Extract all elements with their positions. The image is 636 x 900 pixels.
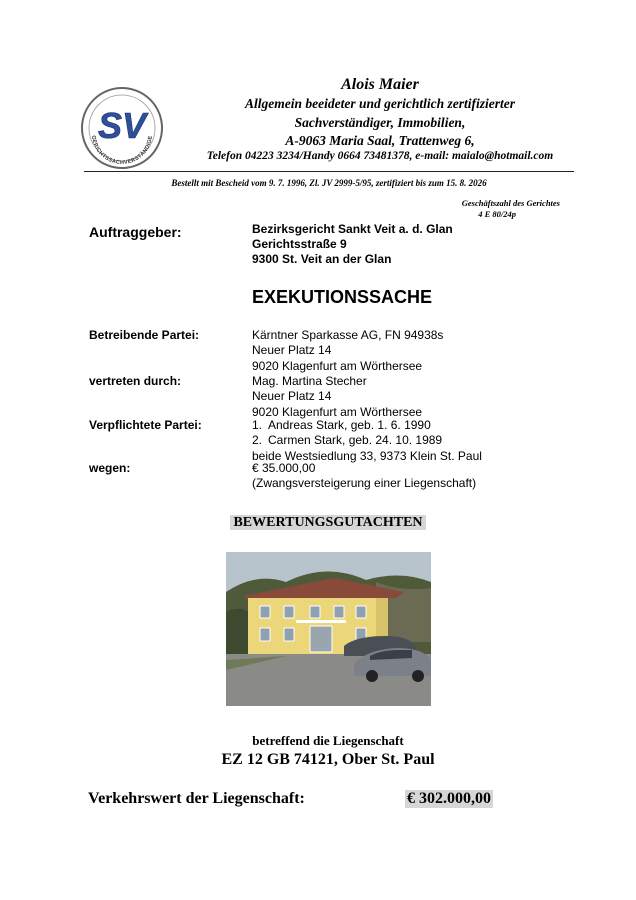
debtor-address: beide Westsiedlung 33, 9373 Klein St. Paul	[252, 448, 482, 463]
creditor-label: Betreibende Partei:	[89, 328, 200, 342]
report-title: BEWERTUNGSGUTACHTEN	[0, 515, 636, 531]
property-identifier: EZ 12 GB 74121, Ober St. Paul	[221, 751, 435, 768]
client-line: Bezirksgericht Sankt Veit a. d. Glan	[252, 222, 453, 236]
client-line: 9300 St. Veit an der Glan	[252, 252, 392, 266]
logo-ring-text: GERICHTSSACHVERSTÄNDIGE	[89, 135, 155, 167]
debtor-item: 2. Carmen Stark, geb. 24. 10. 1989	[252, 433, 443, 448]
debtor-label: Verpflichtete Partei:	[89, 418, 202, 432]
expert-name: Alois Maier	[341, 76, 419, 93]
claim-amount: € 35.000,00	[252, 461, 316, 475]
claim-reason: (Zwangsversteigerung einer Liegenschaft)	[252, 476, 477, 491]
debtor-details	[252, 418, 482, 464]
market-value-label: Verkehrswert der Liegenschaft:	[88, 790, 305, 807]
case-number: 4 E 80/24p	[478, 209, 516, 219]
creditor-line: Neuer Platz 14	[252, 343, 332, 358]
creditor-details	[252, 328, 443, 374]
client-address	[252, 222, 453, 267]
property-photo	[226, 552, 431, 706]
logo-letters: SV	[97, 105, 147, 146]
representative-line: 9020 Klagenfurt am Wörthersee	[252, 404, 423, 419]
expert-title: Allgemein beeideter und gerichtlich zertifizierter	[245, 96, 515, 111]
representative-line: Neuer Platz 14	[252, 389, 332, 404]
creditor-line: 9020 Klagenfurt am Wörthersee	[252, 358, 423, 373]
claim-label: wegen:	[89, 461, 131, 475]
expert-field: Sachverständiger, Immobilien,	[294, 115, 466, 130]
sv-logo	[80, 86, 164, 170]
claim-details	[252, 461, 476, 492]
header-divider	[84, 171, 574, 172]
client-line: Gerichtsstraße 9	[252, 237, 347, 251]
expert-address: A-9063 Maria Saal, Trattenweg 6,	[285, 133, 475, 148]
market-value: € 302.000,00	[407, 790, 491, 807]
creditor-line: Kärntner Sparkasse AG, FN 94938s	[252, 328, 444, 342]
expert-contact: Telefon 04223 3234/Handy 0664 73481378, e-mail: maialo@hotmail.com	[206, 150, 554, 162]
representative-label: vertreten durch:	[89, 374, 182, 388]
case-number-label: Geschäftszahl des Gerichtes	[461, 198, 560, 208]
debtor-item: 1. Andreas Stark, geb. 1. 6. 1990	[252, 418, 431, 432]
representative-details	[252, 374, 422, 420]
client-label: Auftraggeber:	[89, 224, 182, 240]
property-caption: betreffend die Liegenschaft	[252, 733, 404, 748]
document-title: EXEKUTIONSSACHE	[252, 287, 433, 307]
representative-line: Mag. Martina Stecher	[252, 374, 367, 388]
appointment-note: Bestellt mit Bescheid vom 9. 7. 1996, Zl. JV 2999-5/95, zertifiziert bis zum 15. 8. 2026	[171, 178, 487, 188]
